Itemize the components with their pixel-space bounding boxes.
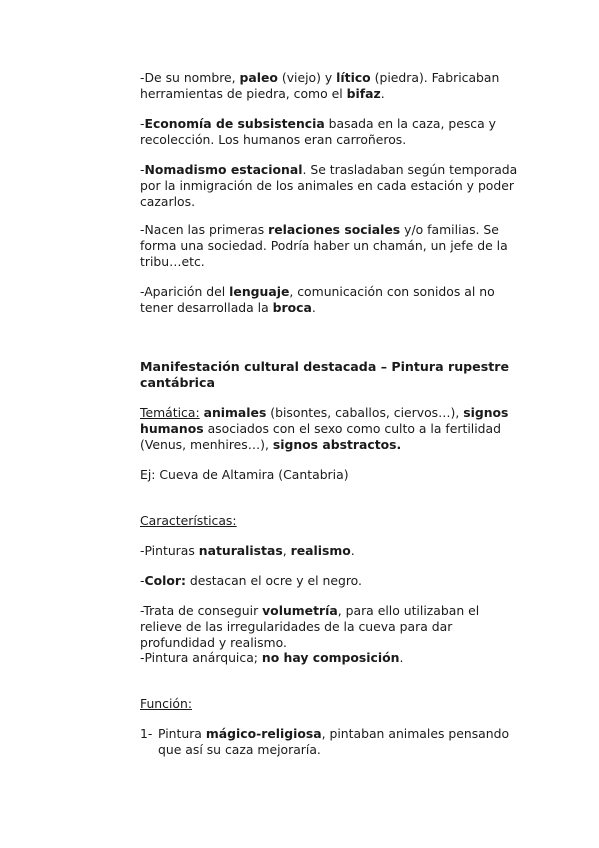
underlined-label: Función: <box>140 696 193 711</box>
paragraph-economy <box>140 116 520 148</box>
bold-term: no hay composición <box>261 650 400 665</box>
label-funcion <box>140 696 520 712</box>
bold-term: signos humanos <box>140 405 509 436</box>
label-caracteristicas <box>140 513 520 529</box>
section-heading: Manifestación cultural destacada – Pintura rupestre cantábrica <box>140 359 509 390</box>
text: - <box>140 162 145 177</box>
text: , <box>282 543 291 558</box>
paragraph-social <box>140 222 520 270</box>
paragraph-naturalism <box>140 543 520 559</box>
bold-term: broca <box>272 300 312 315</box>
bold-term: Color: <box>144 573 186 588</box>
bold-term: relaciones sociales <box>268 222 401 237</box>
paragraph-volumetry <box>140 603 520 651</box>
list-number: 1- <box>140 726 153 741</box>
text: . <box>311 300 316 315</box>
text: Pintura <box>158 726 206 741</box>
bold-term: animales <box>203 405 267 420</box>
bold-term: mágico-religiosa <box>205 726 322 741</box>
text: (piedra). Fabricaban herramientas de piedra, como el <box>140 70 500 101</box>
paragraph-nomadism <box>140 162 520 210</box>
text: , comunicación con sonidos al no tener desarrollada la <box>140 284 495 315</box>
bold-term: lítico <box>336 70 371 85</box>
text: . <box>350 543 355 558</box>
text: (viejo) y <box>277 70 337 85</box>
paragraph-tematica <box>140 405 520 453</box>
bold-term: lenguaje <box>229 284 290 299</box>
bold-term: volumetría <box>262 603 338 618</box>
paragraph-name-origin <box>140 70 520 102</box>
text: destacan el ocre y el negro. <box>185 573 362 588</box>
paragraph-anarchic <box>140 650 520 666</box>
text: , pintaban animales pensando que así su caza mejoraría. <box>158 726 510 757</box>
text: -De su nombre, <box>140 70 240 85</box>
text: . <box>380 86 385 101</box>
text: , para ello utilizaban el relieve de las irregularidades de la cueva para dar profundidad y realismo. <box>140 603 480 650</box>
text: (bisontes, caballos, ciervos…), <box>266 405 464 420</box>
bold-term: naturalistas <box>198 543 283 558</box>
bold-term: Economía de subsistencia <box>144 116 325 131</box>
paragraph-example: Ej: Cueva de Altamira (Cantabria) <box>140 467 349 482</box>
bold-term: paleo <box>239 70 278 85</box>
text: -Aparición del <box>140 284 230 299</box>
text: - <box>140 116 145 131</box>
text: asociados con el sexo como culto a la fertilidad (Venus, menhires…), <box>140 421 501 452</box>
text: - <box>140 573 145 588</box>
text: -Pintura anárquica; <box>140 650 262 665</box>
paragraph-language <box>140 284 520 316</box>
paragraph-color <box>140 573 520 589</box>
bold-term: Nomadismo estacional <box>144 162 303 177</box>
text: -Pinturas <box>140 543 199 558</box>
text: basada en la caza, pesca y recolección. Los humanos eran carroñeros. <box>140 116 496 147</box>
text: -Nacen las primeras <box>140 222 269 237</box>
list-item-function <box>158 726 518 758</box>
bold-term: signos abstractos. <box>272 437 402 452</box>
text: -Trata de conseguir <box>140 603 263 618</box>
underlined-label: Temática: <box>140 405 200 420</box>
bold-term: realismo <box>290 543 351 558</box>
bold-term: bifaz <box>346 86 381 101</box>
text: . <box>399 650 404 665</box>
underlined-label: Características: <box>140 513 237 528</box>
text: y/o familias. Se forma una sociedad. Podría haber un chamán, un jefe de la tribu…etc. <box>140 222 508 269</box>
text: . Se trasladaban según temporada por la inmigración de los animales en cada estación y poder cazarlos. <box>140 162 518 209</box>
